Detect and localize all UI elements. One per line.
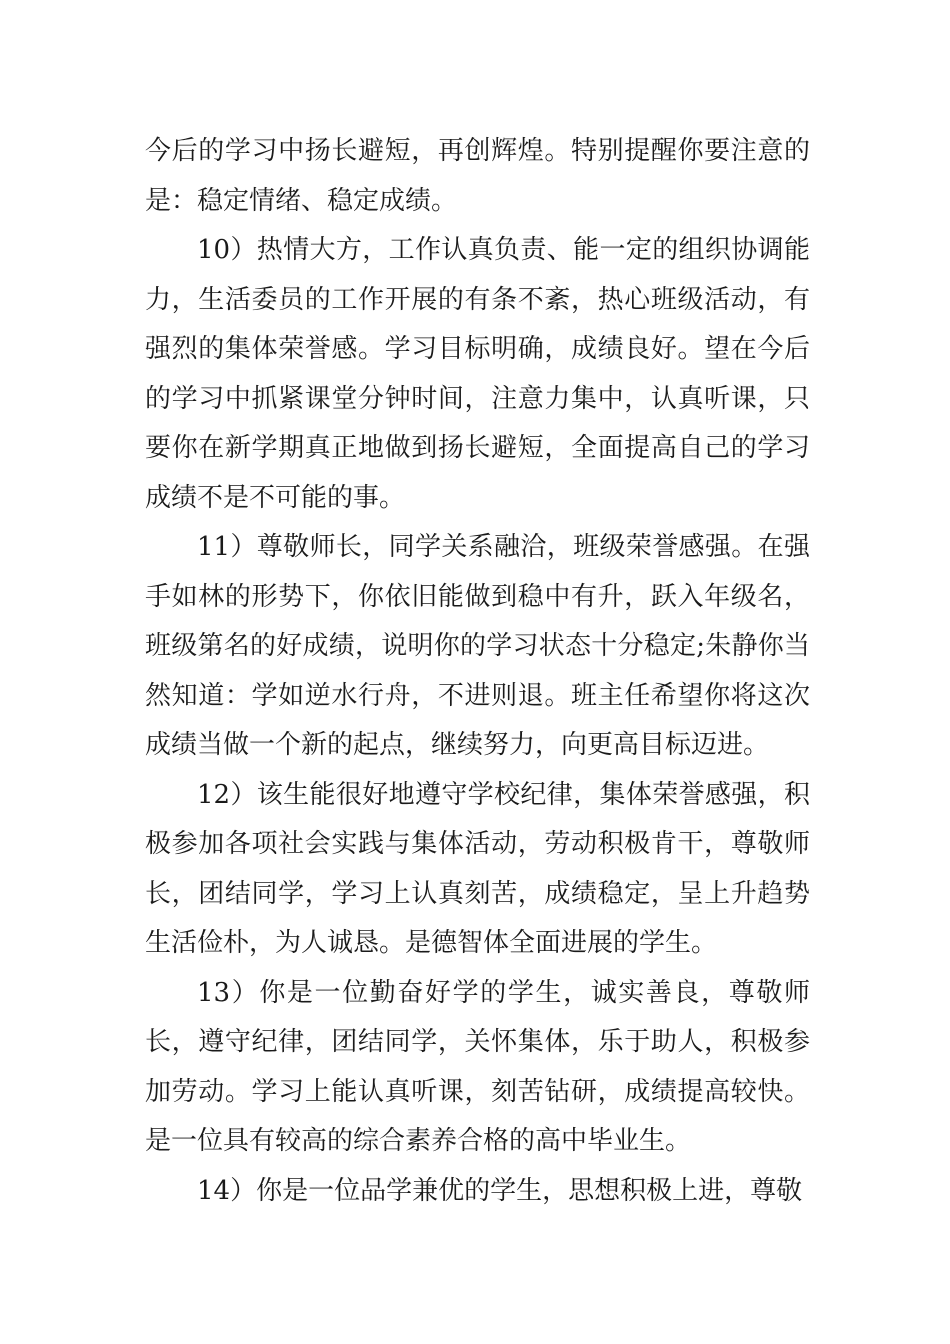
- paragraph-comment-12: 12）该生能很好地遵守学校纪律，集体荣誉感强，积极参加各项社会实践与集体活动，劳动积极肯干，尊敬师长，团结同学，学习上认真刻苦，成绩稳定，呈上升趋势生活俭朴，为人诚恳。是德智体全面进展的学生。: [145, 779, 810, 958]
- paragraph-comment-10: 10）热情大方，工作认真负责、能一定的组织协调能力，生活委员的工作开展的有条不紊，热心班级活动，有强烈的集体荣誉感。学习目标明确，成绩良好。望在今后的学习中抓紧课堂分钟时间，注意力集中，认真听课，只要你在新学期真正地做到扬长避短，全面提高自己的学习成绩不是不可能的事。: [145, 235, 810, 513]
- paragraph-continuation: 今后的学习中扬长避短，再创辉煌。特别提醒你要注意的是：稳定情绪、稳定成绩。: [145, 136, 810, 216]
- paragraph-comment-13: 13）你是一位勤奋好学的学生，诚实善良，尊敬师长，遵守纪律，团结同学，关怀集体，乐于助人，积极参加劳动。学习上能认真听课，刻苦钻研，成绩提高较快。是一位具有较高的综合素养合格的高中毕业生。: [145, 977, 810, 1156]
- document-body: [145, 127, 810, 1216]
- paragraph-comment-11: 11）尊敬师长，同学关系融洽，班级荣誉感强。在强手如林的形势下，你依旧能做到稳中有升，跃入年级名，班级第名的好成绩，说明你的学习状态十分稳定;朱静你当然知道：学如逆水行舟，不进则退。班主任希望你将这次成绩当做一个新的起点，继续努力，向更高目标迈进。: [145, 532, 810, 760]
- paragraph-comment-14: 14）你是一位品学兼优的学生，思想积极上进，尊敬: [197, 1175, 803, 1206]
